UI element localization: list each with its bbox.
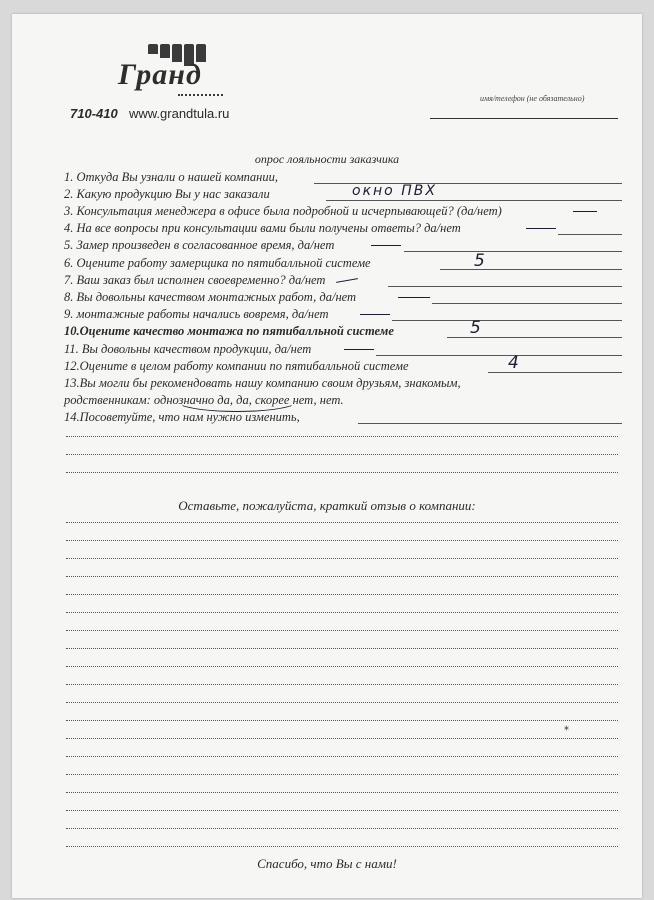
thanks-message: Спасибо, что Вы с нами! bbox=[257, 856, 397, 871]
logo-wordmark: Гранд bbox=[118, 58, 202, 91]
strike-no-4 bbox=[526, 228, 556, 229]
question-4: 4. На все вопросы при консультации вами были получены ответы? да/нет bbox=[64, 221, 461, 235]
strike-no-3 bbox=[573, 211, 597, 212]
review-line[interactable] bbox=[66, 648, 618, 649]
question-10: 10.Оцените качество монтажа по пятибалльной системе bbox=[64, 324, 394, 338]
review-title: Оставьте, пожалуйста, краткий отзыв о компании: bbox=[178, 498, 476, 513]
name-phone-label: имя/телефон (не обязательно) bbox=[480, 94, 585, 103]
review-line[interactable] bbox=[66, 576, 618, 577]
answer-line-2[interactable] bbox=[326, 200, 622, 201]
review-line[interactable] bbox=[66, 738, 618, 739]
question-1: 1. Откуда Вы узнали о нашей компании, bbox=[64, 170, 279, 184]
review-line[interactable] bbox=[66, 612, 618, 613]
answer-line-9[interactable] bbox=[392, 320, 622, 321]
answer-10-handwritten: 5 bbox=[470, 318, 481, 338]
review-line[interactable] bbox=[66, 756, 618, 757]
question-14: 14.Посоветуйте, что нам нужно изменить, bbox=[64, 410, 300, 424]
review-line[interactable] bbox=[66, 540, 618, 541]
review-line[interactable] bbox=[66, 630, 618, 631]
question-7: 7. Ваш заказ был исполнен своевременно? да/нет bbox=[64, 273, 326, 287]
survey-sheet bbox=[12, 14, 642, 898]
website-link: www.grandtula.ru bbox=[128, 106, 230, 121]
review-line[interactable] bbox=[66, 594, 618, 595]
answer-line-7[interactable] bbox=[388, 286, 622, 287]
question-13: 13.Вы могли бы рекомендовать нашу компанию своим друзьям, знакомым, bbox=[64, 376, 461, 390]
strike-no-8 bbox=[398, 297, 430, 298]
review-line[interactable] bbox=[66, 774, 618, 775]
answer-line-8[interactable] bbox=[432, 303, 622, 304]
answer-line-11[interactable] bbox=[376, 355, 622, 356]
question-12: 12.Оцените в целом работу компании по пятибалльной системе bbox=[64, 359, 409, 373]
suggestion-line[interactable] bbox=[66, 472, 618, 473]
answer-12-handwritten: 4 bbox=[508, 353, 519, 373]
question-8: 8. Вы довольны качеством монтажных работ, да/нет bbox=[64, 290, 357, 304]
answer-2-handwritten: окно ПВХ bbox=[352, 183, 437, 199]
review-line[interactable] bbox=[66, 666, 618, 667]
review-line[interactable] bbox=[66, 846, 618, 847]
question-5: 5. Замер произведен в согласованное время, да/нет bbox=[64, 238, 335, 252]
grand-logo bbox=[118, 44, 228, 104]
question-13-options: родственникам: однозначно да, да, скорее нет, нет. bbox=[64, 393, 344, 407]
strike-no-9 bbox=[360, 314, 390, 315]
survey-title: опрос лояльности заказчика bbox=[254, 152, 400, 166]
review-line[interactable] bbox=[66, 792, 618, 793]
question-3: 3. Консультация менеджера в офисе была подробной и исчерпывающей? (да/нет) bbox=[64, 204, 502, 218]
strike-no-11 bbox=[344, 349, 374, 350]
suggestion-line[interactable] bbox=[66, 436, 618, 437]
review-line[interactable] bbox=[66, 702, 618, 703]
review-line[interactable] bbox=[66, 558, 618, 559]
question-11: 11. Вы довольны качеством продукции, да/нет bbox=[64, 342, 312, 356]
question-9: 9. монтажные работы начались вовремя, да/нет bbox=[64, 307, 329, 321]
name-phone-field[interactable] bbox=[430, 118, 618, 119]
pen-mark: ⁎ bbox=[564, 722, 569, 733]
review-line[interactable] bbox=[66, 828, 618, 829]
answer-line-6[interactable] bbox=[440, 269, 622, 270]
logo-underline bbox=[178, 94, 223, 99]
question-6: 6. Оцените работу замерщика по пятибалльной системе bbox=[64, 256, 371, 270]
answer-6-handwritten: 5 bbox=[474, 251, 485, 271]
answer-line-5[interactable] bbox=[404, 251, 622, 252]
question-2: 2. Какую продукцию Вы у нас заказали bbox=[64, 187, 270, 201]
review-line[interactable] bbox=[66, 720, 618, 721]
review-line[interactable] bbox=[66, 522, 618, 523]
contact-line bbox=[70, 106, 229, 122]
strike-no-5 bbox=[371, 245, 401, 246]
suggestion-line[interactable] bbox=[66, 454, 618, 455]
phone-number: 710-410 bbox=[70, 106, 118, 121]
review-line[interactable] bbox=[66, 810, 618, 811]
review-line[interactable] bbox=[66, 684, 618, 685]
answer-line-14[interactable] bbox=[358, 423, 622, 424]
answer-line-4[interactable] bbox=[558, 234, 622, 235]
selected-option-definitely-yes bbox=[176, 390, 298, 412]
